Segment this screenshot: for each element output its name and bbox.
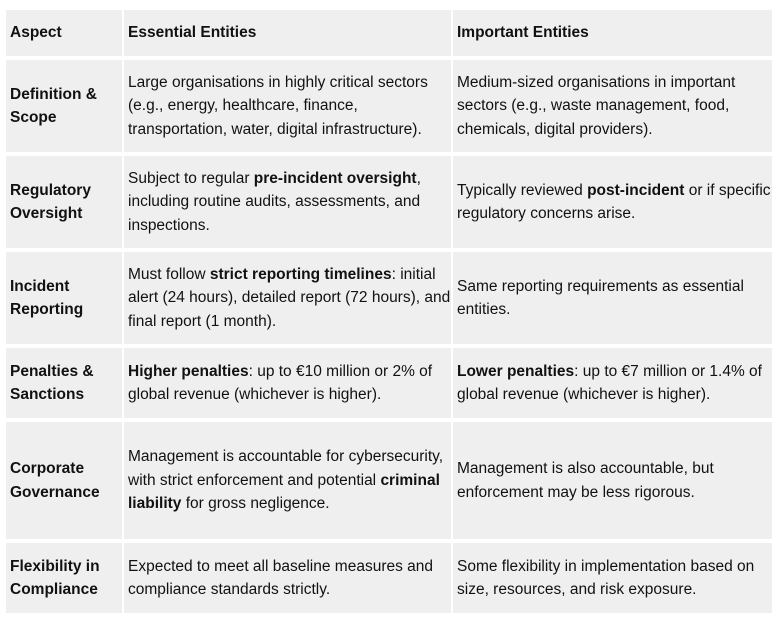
essential-text: Expected to meet all baseline measures and compliance standards strictly.: [128, 557, 434, 598]
important-text-after: or if specific regulatory concerns arise.: [457, 181, 771, 222]
header-row: [6, 10, 772, 56]
essential-cell: [124, 422, 453, 539]
important-cell: [453, 60, 772, 152]
essential-cell: [124, 252, 453, 344]
important-cell: [453, 252, 772, 344]
essential-text: Management is accountable for cybersecurity, with strict enforcement and potential: [128, 448, 444, 489]
important-text: Management is also accountable, but enforcement may be less rigorous.: [457, 460, 714, 501]
aspect-cell: Definition & Scope: [6, 60, 124, 152]
important-text: Typically reviewed: [457, 181, 588, 199]
important-text: Medium-sized organisations in important sectors (e.g., waste management, food, chemicals, digital providers).: [457, 73, 736, 138]
aspect-cell: Incident Reporting: [6, 252, 124, 344]
essential-emphasis: criminal liability: [128, 471, 440, 513]
essential-emphasis: strict reporting timelines: [209, 265, 392, 283]
header-essential: Essential Entities: [124, 10, 453, 56]
comparison-table: [6, 6, 772, 617]
important-text: Some flexibility in implementation based on size, resources, and risk exposure.: [457, 557, 755, 598]
aspect-cell: Flexibility in Compliance: [6, 543, 124, 613]
header-important: Important Entities: [453, 10, 772, 56]
essential-text: Must follow: [128, 265, 210, 283]
important-text-after: : up to €7 million or 1.4% of global revenue (whichever is higher).: [457, 362, 762, 403]
table-row: [6, 543, 772, 613]
important-emphasis: post-incident: [587, 181, 685, 199]
important-cell: [453, 543, 772, 613]
table-row: [6, 156, 772, 248]
essential-text-after: for gross negligence.: [181, 495, 330, 513]
header-aspect: Aspect: [6, 10, 124, 56]
important-cell: [453, 422, 772, 539]
essential-text: Large organisations in highly critical sectors (e.g., energy, healthcare, finance, transportation, water, digital infrastructure).: [128, 73, 428, 138]
important-cell: [453, 156, 772, 248]
important-emphasis: Lower penalties: [457, 362, 575, 380]
table-row: [6, 252, 772, 344]
essential-text: Subject to regular: [128, 169, 254, 187]
aspect-cell: Penalties & Sanctions: [6, 348, 124, 418]
table-row: [6, 422, 772, 539]
essential-cell: [124, 543, 453, 613]
essential-cell: [124, 156, 453, 248]
essential-text-after: , including routine audits, assessments, and inspections.: [128, 169, 421, 234]
essential-text-after: : initial alert (24 hours), detailed report (72 hours), and final report (1 month).: [128, 265, 451, 330]
essential-cell: [124, 60, 453, 152]
aspect-cell: Corporate Governance: [6, 422, 124, 539]
important-text: Same reporting requirements as essential entities.: [457, 277, 744, 318]
table-row: [6, 348, 772, 418]
table-row: [6, 60, 772, 152]
essential-text-after: : up to €10 million or 2% of global revenue (whichever is higher).: [128, 362, 433, 403]
important-cell: [453, 348, 772, 418]
essential-emphasis: pre-incident oversight: [253, 169, 417, 187]
essential-emphasis: Higher penalties: [128, 362, 249, 380]
essential-cell: [124, 348, 453, 418]
aspect-cell: Regulatory Oversight: [6, 156, 124, 248]
